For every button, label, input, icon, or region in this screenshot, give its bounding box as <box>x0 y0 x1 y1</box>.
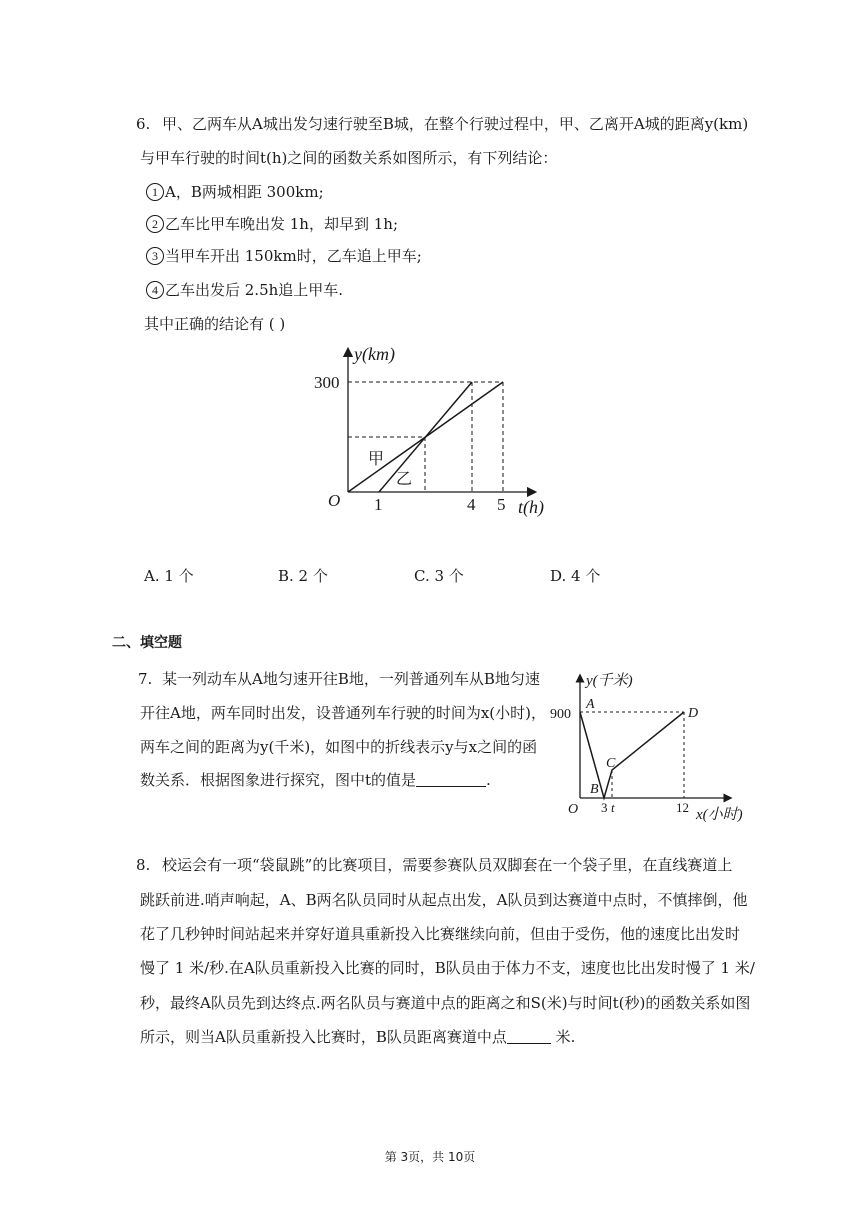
q8-line5: 秒，最终A队员先到达终点.两名队员与赛道中点的距离之和S(米)与时间t(秒)的函数关系如图 <box>140 994 751 1012</box>
q7-ytick-900: 900 <box>550 707 571 722</box>
q6-stem-line1: 甲、乙两车从A城出发匀速行驶至B城，在整个行驶过程中，甲、乙离开A城的距离y(km) <box>162 115 749 133</box>
q6-xtick-1: 1 <box>374 495 383 514</box>
q8-line2: 跳跃前进.哨声响起，A、B两名队员同时从起点出发，A队员到达赛道中点时，不慎摔倒，他 <box>140 891 748 909</box>
q6-graph <box>314 344 560 524</box>
q6-number: 6. <box>136 115 151 133</box>
circle-mark: 2 <box>146 215 164 233</box>
q6-option-d[interactable]: D. 4 个 <box>550 567 601 585</box>
section-title-fill-in: 二、填空题 <box>112 635 182 651</box>
q6-xtick-4: 4 <box>467 495 476 514</box>
q6-statement-4: 4 乙车出发后 2.5h追上甲车. <box>146 280 343 300</box>
q7-y-label: y(千米) <box>586 673 633 689</box>
q6-xtick-5: 5 <box>497 495 506 514</box>
q7-line2: 开往A地，两车同时出发，设普通列车行驶的时间为x(小时)， <box>140 704 546 722</box>
q8-line1: 校运会有一项“袋鼠跳”的比赛项目，需要参赛队员双脚套在一个袋子里，在直线赛道上 <box>162 856 733 874</box>
q7-point-d: D <box>688 706 699 721</box>
q7-point-a: A <box>586 697 595 712</box>
circle-mark: 4 <box>146 281 164 299</box>
q7-line3: 两车之间的距离为y(千米)，如图中的折线表示y与x之间的函 <box>140 738 538 756</box>
circle-mark: 3 <box>146 247 164 265</box>
q6-x-label: t(h) <box>518 497 544 517</box>
q6-option-c[interactable]: C. 3 个 <box>414 567 464 585</box>
q8-line4: 慢了 1 米/秒.在A队员重新投入比赛的同时，B队员由于体力不支，速度也比出发时慢了 1 米/ <box>140 959 755 977</box>
q6-origin: O <box>328 491 341 510</box>
q6-option-b[interactable]: B. 2 个 <box>278 567 328 585</box>
q7-xtick-12: 12 <box>676 800 689 815</box>
q6-statement-1: 1 A，B两城相距 300km; <box>146 182 324 202</box>
q7-origin: O <box>568 802 579 817</box>
q7-line1: 某一列动车从A地匀速开往B地，一列普通列车从B地匀速 <box>162 670 540 688</box>
q6-option-a[interactable]: A. 1 个 <box>144 567 194 585</box>
q7-xtick-3: 3 <box>601 800 608 815</box>
q8-number: 8. <box>136 856 151 874</box>
q7-point-c: C <box>606 756 616 771</box>
q7-answer-blank[interactable] <box>416 772 486 787</box>
q6-label-yi: 乙 <box>396 469 413 488</box>
q8-line6: 所示，则当A队员重新投入比赛时，B队员距离赛道中点 米. <box>140 1028 576 1046</box>
q8-line3: 花了几秒钟时间站起来并穿好道具重新投入比赛继续向前，但由于受伤，他的速度比出发时 <box>140 925 741 943</box>
q7-x-label: x(小时) <box>696 807 743 823</box>
q7-graph <box>548 668 753 828</box>
q7-xtick-t: t <box>611 800 615 815</box>
q6-prompt: 其中正确的结论有 ( ) <box>144 315 286 333</box>
q7-number: 7. <box>138 670 153 688</box>
q6-ytick-300: 300 <box>314 373 340 392</box>
q6-label-jia: 甲 <box>368 449 385 468</box>
q6-statement-3: 3 当甲车开出 150km时，乙车追上甲车; <box>146 246 422 266</box>
q7-line4: 数关系．根据图象进行探究，图中t的值是 . <box>140 771 491 789</box>
q6-y-label: y(km) <box>354 344 395 364</box>
q7-point-b: B <box>590 782 599 797</box>
page-footer: 第 3页，共 10页 <box>384 1150 476 1164</box>
q6-statement-2: 2 乙车比甲车晚出发 1h，却早到 1h; <box>146 214 398 234</box>
q6-stem-line2: 与甲车行驶的时间t(h)之间的函数关系如图所示，有下列结论： <box>140 149 558 167</box>
q8-answer-blank[interactable] <box>507 1029 551 1044</box>
circle-mark: 1 <box>146 183 164 201</box>
